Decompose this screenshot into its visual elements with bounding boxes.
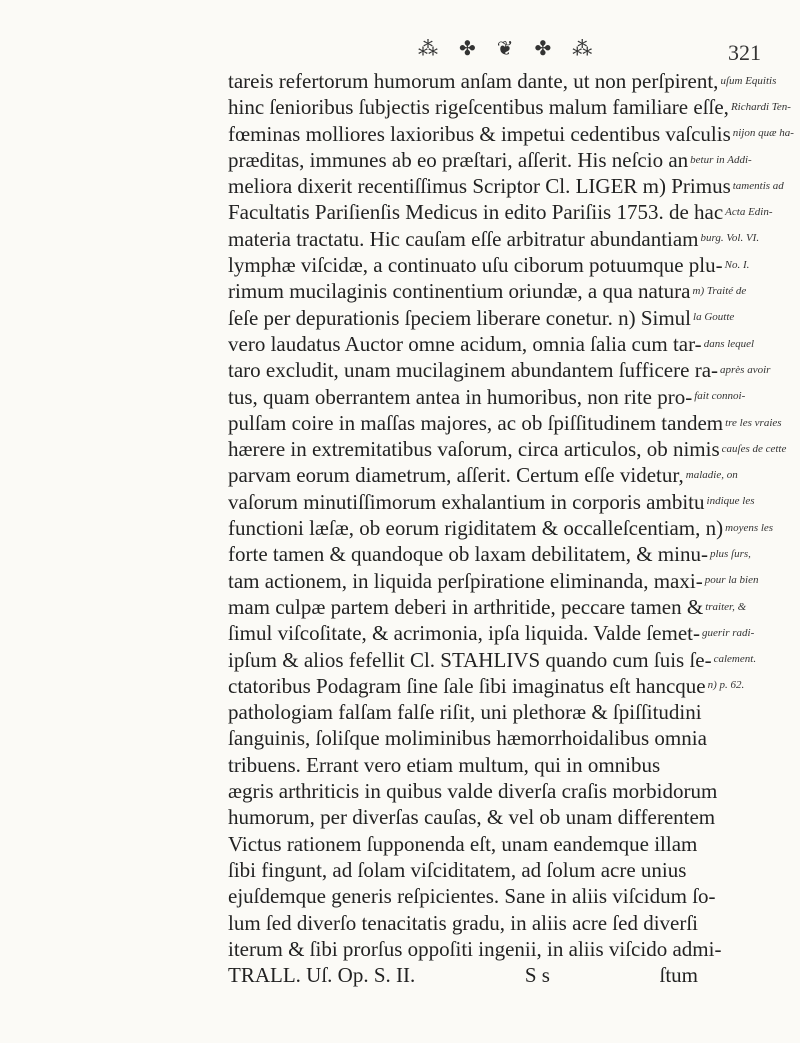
line-text: hærere in extremitatibus vaſorum, circa articulos, ob nimis xyxy=(228,437,720,462)
text-line xyxy=(228,147,758,173)
line-text: functioni læſæ, ob eorum rigiditatem & occalleſcentiam, n) xyxy=(228,516,724,541)
margin-note: pour la bien xyxy=(704,574,759,587)
line-text: humorum, per diverſas cauſas, & vel ob unam differentem xyxy=(228,805,716,830)
text-line xyxy=(228,173,784,199)
margin-note: uſum Equitis xyxy=(720,74,777,87)
text-line xyxy=(228,331,758,357)
margin-note: Acta Edin- xyxy=(725,206,773,219)
line-text: lymphæ viſcidæ, a continuato uſu ciborum potuumque plu- xyxy=(228,253,723,278)
margin-note: après avoir xyxy=(720,363,771,376)
text-line xyxy=(228,436,787,462)
margin-note: burg. Vol. VI. xyxy=(700,232,760,245)
footer-line xyxy=(228,962,698,988)
margin-note: fait connoi- xyxy=(694,390,746,403)
text-line xyxy=(228,410,782,436)
margin-note: betur in Addi- xyxy=(690,153,752,166)
text-line xyxy=(228,725,758,751)
text-line xyxy=(228,910,758,936)
line-text: ſeſe per depurationis ſpeciem liberare conetur. n) Simul xyxy=(228,305,692,330)
line-text: ægris arthriticis in quibus valde diverſa craſis morbidorum xyxy=(228,779,718,804)
text-line xyxy=(228,752,758,778)
text-line xyxy=(228,462,758,488)
line-text: ejuſdemque generis reſpicientes. Sane in aliis viſcidum ſo- xyxy=(228,884,716,909)
signature: TRALL. Uſ. Op. S. II. xyxy=(228,963,416,988)
text-line xyxy=(228,252,758,278)
line-text: rimum mucilaginis continentium oriundæ, a qua natura xyxy=(228,279,691,304)
text-line xyxy=(228,384,758,410)
line-text: mam culpæ partem deberi in arthritide, peccare tamen & xyxy=(228,594,704,619)
line-text: pathologiam falſam falſe riſit, uni plethoræ & ſpiſſitudini xyxy=(228,700,702,725)
line-text: Victus rationem ſupponenda eſt, unam eandemque illam xyxy=(228,831,698,856)
line-text: tus, quam oberrantem antea in humoribus, non rite pro- xyxy=(228,384,693,409)
line-text: præditas, immunes ab eo præſtari, aſſerit. His neſcio an xyxy=(228,147,689,172)
text-line xyxy=(228,857,758,883)
text-line xyxy=(228,620,758,646)
text-line xyxy=(228,568,758,594)
line-text: tam actionem, in liquida perſpiratione eliminanda, maxi- xyxy=(228,568,703,593)
line-text: ipſum & alios fefellit Cl. STAHLIVS quando cum ſuis ſe- xyxy=(228,647,712,672)
margin-note: Richardi Ten- xyxy=(730,100,791,113)
text-line xyxy=(228,357,771,383)
line-text: iterum & ſibi prorſus oppoſiti ingenii, in aliis viſcido admi- xyxy=(228,936,722,961)
line-text: ſanguinis, ſoliſque moliminibus hæmorrhoidalibus omnia xyxy=(228,726,707,751)
line-text: hinc ſenioribus ſubjectis rigeſcentibus malum familiare eſſe, xyxy=(228,95,729,120)
margin-note: nijon quæ ha- xyxy=(732,127,794,140)
line-text: pulſam coire in maſſas majores, ac ob ſpiſſitudinem tandem xyxy=(228,410,724,435)
text-line xyxy=(228,594,758,620)
line-text: Facultatis Pariſienſis Medicus in edito Pariſiis 1753. de hac xyxy=(228,200,724,225)
text-line xyxy=(228,936,758,962)
text-line xyxy=(228,278,758,304)
text-line xyxy=(228,226,758,252)
text-line xyxy=(228,699,758,725)
signature-mark: S s xyxy=(524,963,550,988)
margin-note: calement. xyxy=(713,653,757,666)
line-text: taro excludit, unam mucilaginem abundantem ſufficere ra- xyxy=(228,358,719,383)
margin-note: traiter, & xyxy=(705,600,747,613)
catchword: ſtum xyxy=(659,963,698,988)
line-text: ſimul viſcoſitate, & acrimonia, ipſa liquida. Valde ſemet- xyxy=(228,621,700,646)
text-line xyxy=(228,515,774,541)
line-text: ſibi fingunt, ad ſolam viſciditatem, ad ſolum acre unius xyxy=(228,857,687,882)
header-ornament: ⁂ ✤ ❦ ✤ ⁂ xyxy=(418,38,601,60)
margin-note: cauſes de cette xyxy=(721,442,787,455)
margin-note: m) Traité de xyxy=(692,285,747,298)
line-text: vaſorum minutiſſimorum exhalantium in corporis ambitu xyxy=(228,489,705,514)
text-line xyxy=(228,94,791,120)
margin-note: la Goutte xyxy=(693,311,735,324)
line-text: fœminas molliores laxioribus & impetui cedentibus vaſculis xyxy=(228,121,731,146)
line-text: meliora dixerit recentiſſimus Scriptor Cl. LIGER m) Primus xyxy=(228,174,731,199)
page-number: 321 xyxy=(728,40,761,65)
line-text: tribuens. Errant vero etiam multum, qui in omnibus xyxy=(228,752,661,777)
text-line xyxy=(228,68,777,94)
text-line xyxy=(228,673,758,699)
text-line xyxy=(228,831,758,857)
line-text: ctatoribus Podagram ſine ſale ſibi imaginatus eſt hancque xyxy=(228,673,706,698)
text-line xyxy=(228,489,758,515)
margin-note: tre les vraies xyxy=(725,416,782,429)
body-text xyxy=(228,68,794,988)
margin-note: n) p. 62. xyxy=(707,679,745,692)
margin-note: moyens les xyxy=(725,521,774,534)
line-text: lum ſed diverſo tenacitatis gradu, in aliis acre ſed diverſi xyxy=(228,910,699,935)
line-text: parvam eorum diametrum, aſſerit. Certum eſſe videtur, xyxy=(228,463,684,488)
margin-note: plus ſurs, xyxy=(709,547,751,560)
margin-note: maladie, on xyxy=(685,469,738,482)
line-text: tareis refertorum humorum anſam dante, ut non perſpirent, xyxy=(228,69,719,93)
text-line xyxy=(228,804,758,830)
text-line xyxy=(228,305,758,331)
margin-note: guerir radi- xyxy=(702,626,755,639)
text-line xyxy=(228,121,794,147)
text-line xyxy=(228,541,758,567)
margin-note: tamentis ad xyxy=(732,179,784,192)
margin-note: indique les xyxy=(706,495,755,508)
text-line xyxy=(228,199,773,225)
text-line xyxy=(228,647,758,673)
line-text: vero laudatus Auctor omne acidum, omnia ſalia cum tar- xyxy=(228,331,702,356)
line-text: forte tamen & quandoque ob laxam debilitatem, & minu- xyxy=(228,542,708,567)
line-text: materia tractatu. Hic cauſam eſſe arbitratur abundantiam xyxy=(228,226,699,251)
text-line xyxy=(228,778,758,804)
text-line xyxy=(228,883,758,909)
margin-note: dans lequel xyxy=(703,337,755,350)
margin-note: No. I. xyxy=(724,258,750,271)
